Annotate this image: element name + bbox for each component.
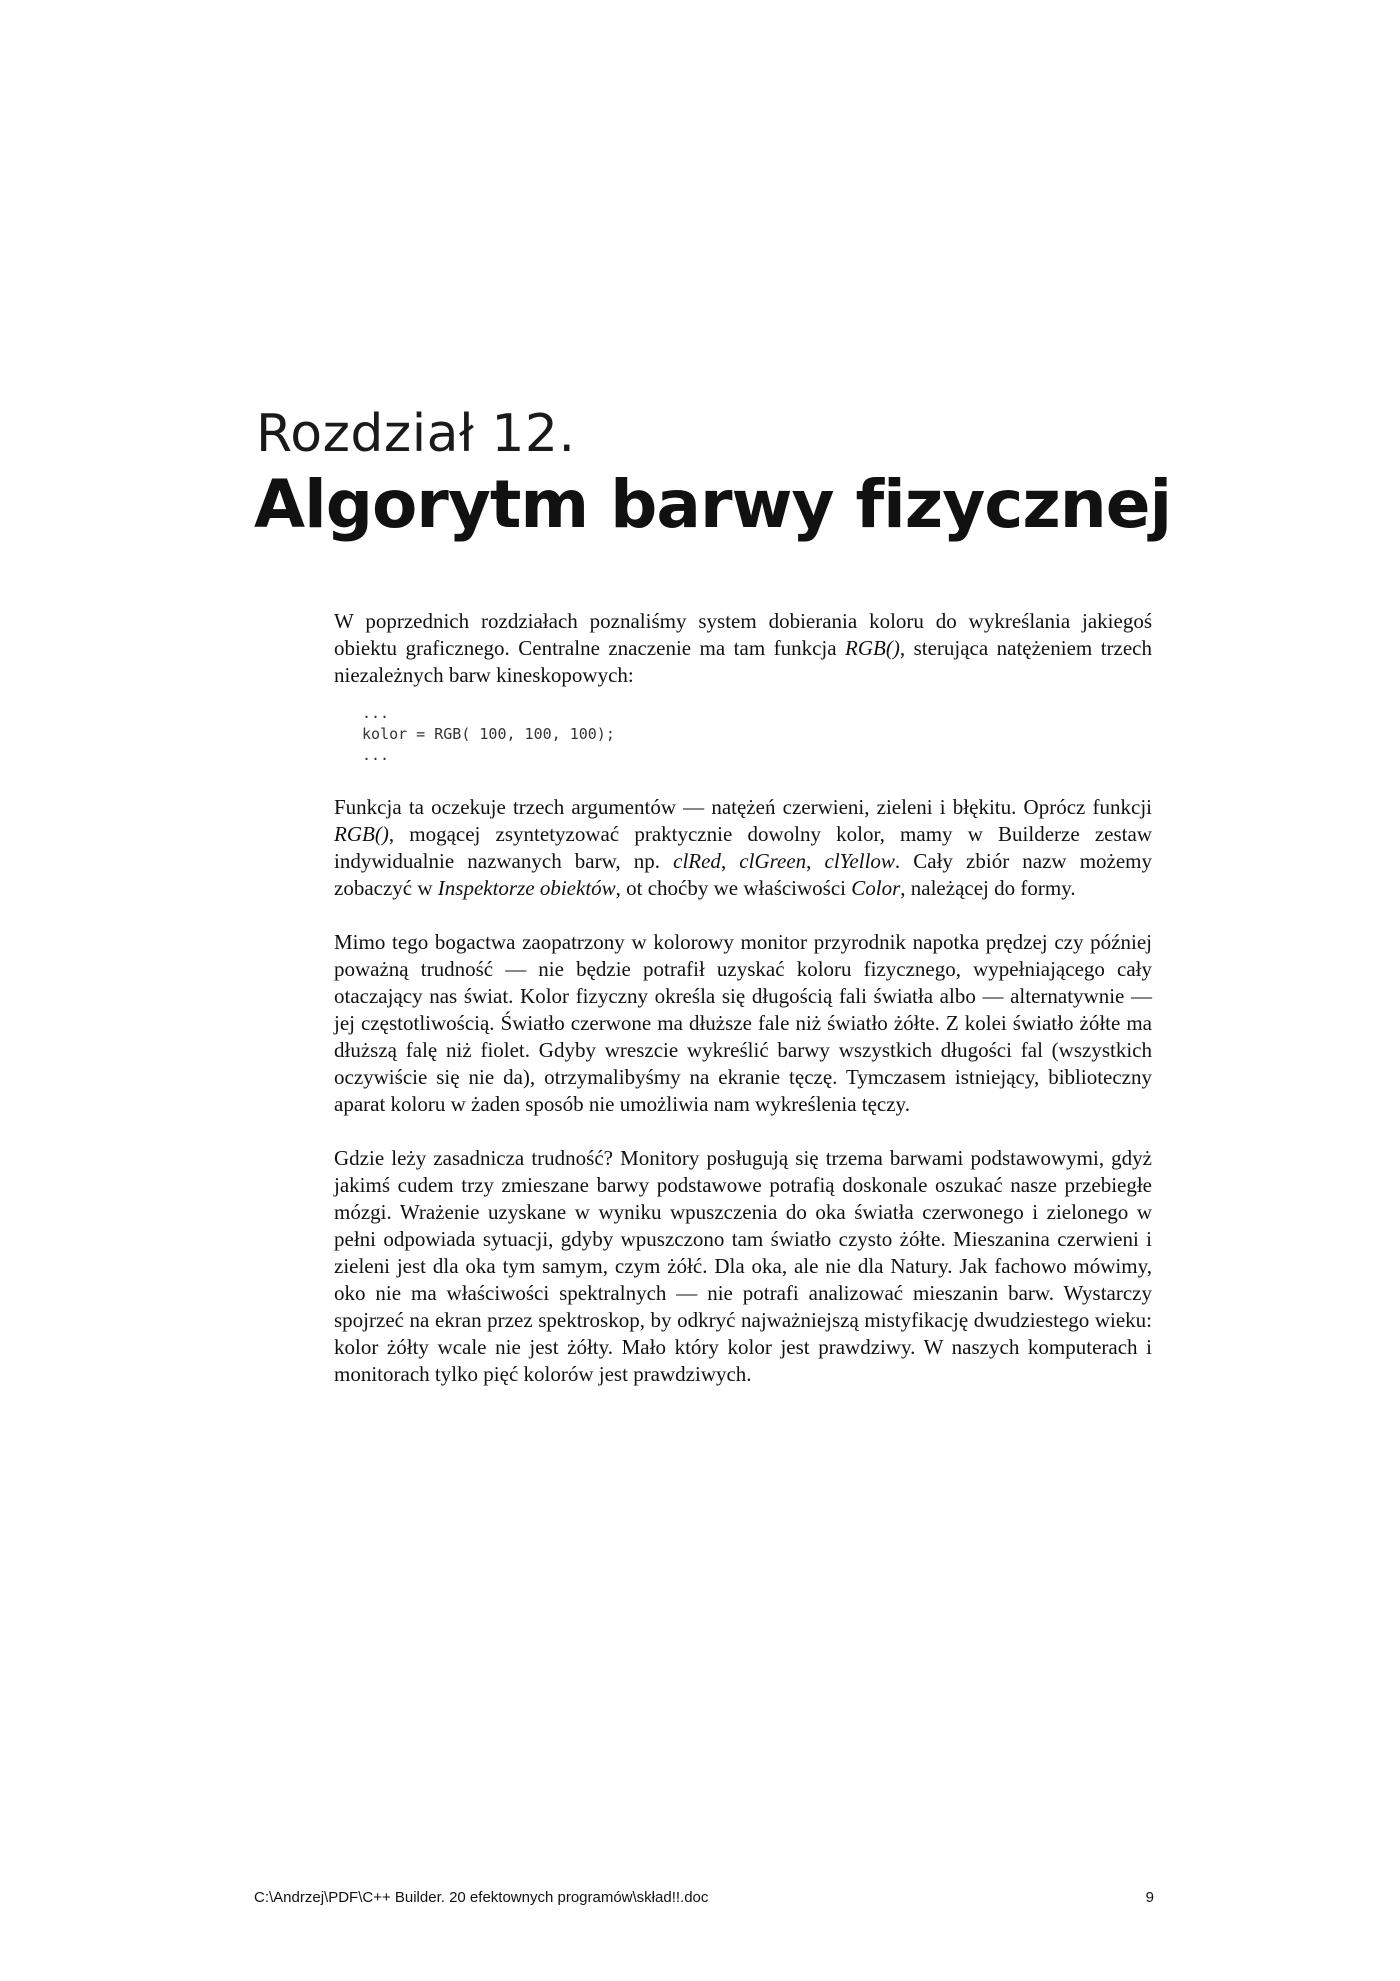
page-number: 9 — [1145, 1889, 1154, 1906]
text-run: Funkcja ta oczekuje trzech argumentów — natężeń czerwieni, zieleni i błękitu. Oprócz funkcji — [334, 795, 1152, 819]
ide-term: Inspektorze obiektów — [437, 876, 616, 900]
color-constant: clGreen — [739, 849, 807, 873]
text-run: , — [806, 849, 825, 873]
code-line: kolor = RGB( 100, 100, 100); — [362, 725, 615, 743]
text-run: , należącej do formy. — [900, 876, 1076, 900]
text-run: , mogącej zsyntetyzować praktycznie dowolny kolor, mamy w Builderze zestaw indywidualnie nazwanych barw, np. — [334, 822, 1152, 873]
paragraph-monitor-illusion: Gdzie leży zasadnicza trudność? Monitory posługują się trzema barwami podstawowymi, gdyż jakimś cudem trzy zmieszane barwy podstawowe potrafią doskonale oszukać nasze przebiegłe mózgi. Wrażenie uzyskane w wyniku wpuszczenia do oka światła czerwonego i zielonego w pełni odpowiada sytuacji, gdyby wpuszczono tam światło czysto żółte. Mieszanina czerwieni i zieleni jest dla oka tym samym, czym żółć. Dla oka, ale nie dla Natury. Jak fachowo mówimy, oko nie ma właściwości spektralnych — nie potrafi analizować mieszanin barw. Wystarczy spojrzeć na ekran przez spektroskop, by odkryć najważniejszą mistyfikację dwudziestego wieku: kolor żółty wcale nie jest żółty. Mało który kolor jest prawdziwy. W naszych komputerach i monitorach tylko pięć kolorów jest prawdziwych. — [334, 1146, 1152, 1386]
property-name: Color — [851, 876, 901, 900]
text-run: , sterująca natężeniem trzech niezależnych barw kineskopowych: — [334, 636, 1152, 687]
footer-file-path: C:\Andrzej\PDF\C++ Builder. 20 efektownych programów\skład!!.doc — [254, 1889, 709, 1906]
text-run: , — [720, 849, 740, 873]
paragraph-intro — [334, 608, 1152, 689]
paragraph-physical-color: Mimo tego bogactwa zaopatrzony w kolorowy monitor przyrodnik napotka prędzej czy później poważną trudność — nie będzie potrafił uzyskać koloru fizycznego, wypełniającego cały otaczający nas świat. Kolor fizyczny określa się długością fali światła albo — alternatywnie — jej częstotliwością. Światło czerwone ma dłuższe fale niż światło żółte. Z kolei światło żółte ma dłuższą falę niż fiolet. Gdyby wreszcie wykreślić barwy wszystkich długości fal (wszystkich oczywiście się nie da), otrzymalibyśmy na ekranie tęczę. Tymczasem istniejący, biblioteczny aparat koloru w żaden sposób nie umożliwia nam wykreślenia tęczy. — [334, 930, 1152, 1116]
color-constant: clYellow — [824, 849, 895, 873]
function-name: RGB() — [845, 636, 900, 660]
text-run: , ot choćby we właściwości — [615, 876, 852, 900]
code-sample — [362, 703, 1152, 766]
function-name: RGB() — [334, 822, 389, 846]
color-constant: clRed — [673, 849, 721, 873]
code-line: ... — [362, 746, 390, 764]
chapter-body — [334, 608, 1152, 1415]
chapter-number: Rozdział 12. — [256, 404, 576, 464]
text-run: W poprzednich rozdziałach poznaliśmy system dobierania koloru do wykreślania jakiegoś obiektu graficznego. Centralne znaczenie ma tam funkcja — [334, 609, 1152, 660]
paragraph-functions — [334, 794, 1152, 902]
chapter-title: Algorytm barwy fizycznej — [254, 466, 1172, 543]
text-run: . Cały zbiór nazw możemy zobaczyć w — [334, 849, 1153, 900]
code-line: ... — [362, 704, 390, 722]
